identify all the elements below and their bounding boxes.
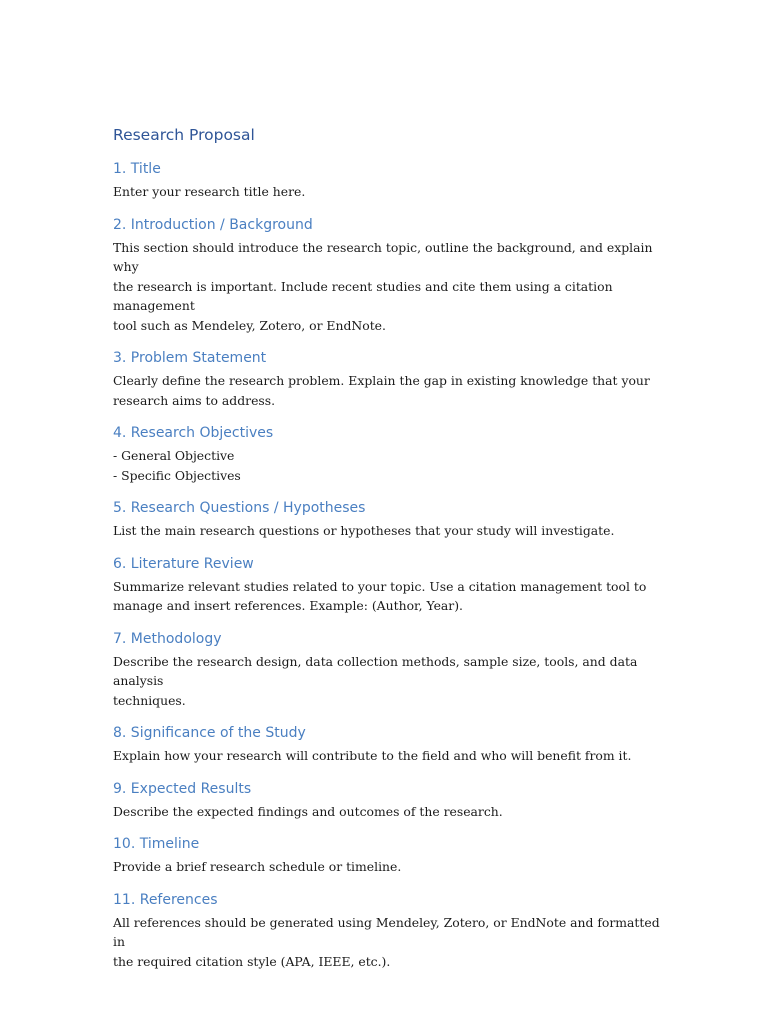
section-heading: 8. Significance of the Study (113, 725, 306, 741)
section-body: - General Objective - Specific Objectives (113, 448, 241, 483)
section-expected-results (113, 780, 673, 822)
section-methodology (113, 630, 673, 711)
section-heading: 2. Introduction / Background (113, 216, 313, 233)
section-body: Summarize relevant studies related to your topic. Use a citation management tool to manage and insert references. Example: (Author, Year). (113, 578, 647, 613)
section-introduction (113, 216, 673, 336)
section-literature-review (113, 555, 673, 616)
section-references (113, 891, 673, 972)
document-title: Research Proposal (113, 126, 255, 144)
section-heading: 7. Methodology (113, 630, 222, 647)
section-heading: 9. Expected Results (113, 780, 252, 797)
section-significance (113, 724, 673, 766)
section-heading: 10. Timeline (113, 836, 200, 852)
section-heading: 3. Problem Statement (113, 350, 267, 366)
document-page (113, 124, 673, 985)
section-timeline (113, 835, 673, 877)
section-research-objectives (113, 424, 673, 485)
section-body: Provide a brief research schedule or timeline. (113, 859, 402, 874)
section-title (113, 160, 673, 202)
section-heading: 5. Research Questions / Hypotheses (113, 500, 366, 516)
section-research-questions (113, 499, 673, 541)
section-heading: 1. Title (113, 161, 161, 177)
section-body: This section should introduce the research topic, outline the background, and explain why the research is important. Include recent studies and cite them using a citation management tool such as Mendeley, Zotero, or EndNote. (113, 239, 653, 333)
section-body: All references should be generated using Mendeley, Zotero, or EndNote and formatted in the required citation style (APA, IEEE, etc.). (113, 914, 660, 969)
section-heading: 11. References (113, 891, 218, 908)
section-body: Describe the research design, data collection methods, sample size, tools, and data analysis techniques. (113, 653, 638, 708)
section-heading: 6. Literature Review (113, 555, 254, 572)
section-body: Enter your research title here. (113, 184, 306, 199)
section-body: List the main research questions or hypotheses that your study will investigate. (113, 523, 615, 538)
section-body: Describe the expected findings and outcomes of the research. (113, 803, 503, 819)
section-body: Clearly define the research problem. Explain the gap in existing knowledge that your research aims to address. (113, 373, 650, 408)
section-problem-statement (113, 349, 673, 410)
section-heading: 4. Research Objectives (113, 425, 274, 441)
section-body: Explain how your research will contribute to the field and who will benefit from it. (113, 748, 632, 763)
